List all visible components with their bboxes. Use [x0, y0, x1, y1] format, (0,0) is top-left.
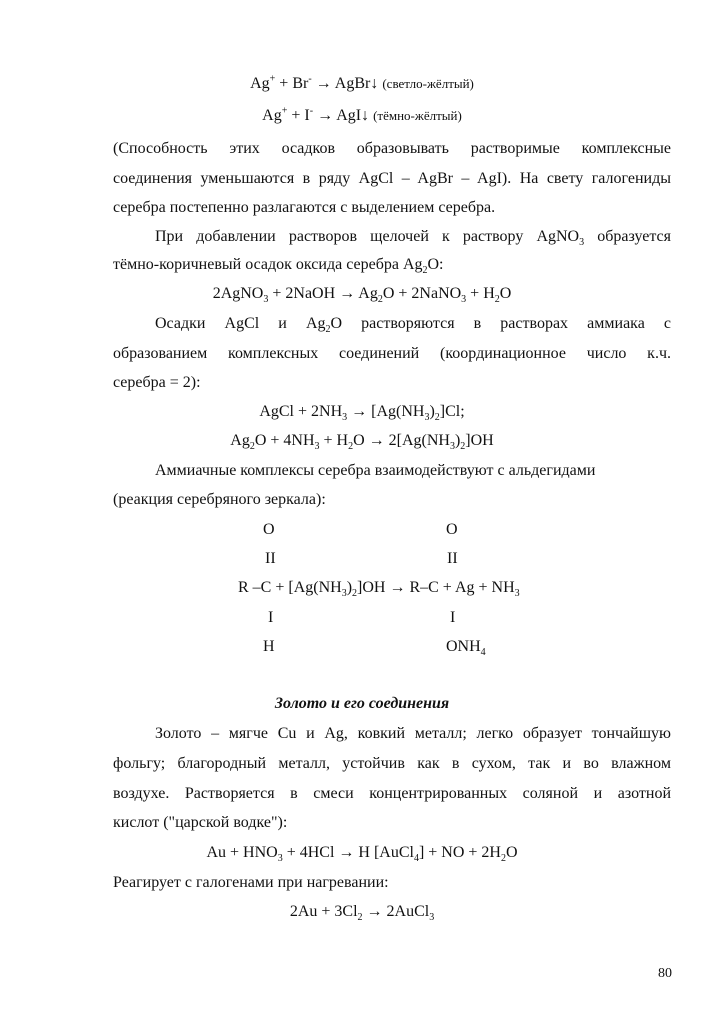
- equation-naoh: 2AgNO$_3$ + 2NaOH → $Ag_2O$ + 2NaNO$_3$ + $H_2O$: [212, 285, 512, 306]
- mirror-single-bond-left: I: [268, 609, 274, 626]
- paragraph-line: соединения уменьшаются в ряду AgCl – AgBr – AgI). На свету галогениды: [113, 170, 671, 187]
- equation-agbr: Ag+ + Br- → AgBr↓ (светло-жёлтый): [250, 73, 474, 92]
- paragraph-line: Осадки AgCl и $Ag_2O$ растворяются в растворах аммиака с: [155, 315, 671, 336]
- equation-aqua-regia: $Au + HNO_3 + 4HCl \to H$ [AuCl$_4$] + NO + $2H_2O$: [206, 844, 518, 865]
- paragraph-line: тёмно-коричневый осадок оксида серебра $Ag_2O$:: [113, 256, 444, 277]
- page-number: 80: [658, 966, 672, 981]
- mirror-main-equation: R $-C + [Ag(NH_3)_2]OH \to R-C + Ag + NH_3$: [238, 579, 520, 600]
- mirror-double-bond-right: II: [447, 550, 458, 567]
- paragraph-line: серебра = 2):: [113, 374, 201, 391]
- mirror-hydrogen: H: [263, 638, 275, 655]
- paragraph-line: образованием комплексных соединений (координационное число к.ч.: [113, 345, 671, 362]
- paragraph-line: (Способность этих осадков образовывать растворимые комплексные: [113, 140, 671, 157]
- paragraph-line: фольгу; благородный металл, устойчив как в сухом, так и во влажном: [113, 755, 671, 772]
- paragraph-line: кислот ("царской водке"):: [113, 814, 288, 831]
- paragraph-line: воздухе. Растворяется в смеси концентрированных соляной и азотной: [113, 785, 671, 802]
- paragraph-line: Аммиачные комплексы серебра взаимодействуют с альдегидами: [155, 462, 596, 479]
- equation-agcl: AgCl + $2NH_3 \to [Ag(NH_3)_2]Cl$;: [259, 403, 465, 424]
- mirror-double-bond-left: II: [265, 550, 276, 567]
- equation-aucl3: $2Au + 3Cl_2$ → 2AuCl$_3$: [289, 903, 435, 924]
- paragraph-line: серебра постепенно разлагаются с выделением серебра.: [113, 199, 496, 216]
- mirror-single-bond-right: I: [450, 609, 456, 626]
- mirror-ammonium: $ONH_4$: [446, 638, 486, 659]
- section-title: Золото и его соединения: [274, 695, 450, 712]
- mirror-oxygen-right: O: [446, 521, 458, 538]
- paragraph-line: При добавлении растворов щелочей к раствору AgNO$_3$ образуется: [155, 228, 671, 249]
- equation-ag2o: $Ag_2O + 4NH_3 + H_2O \to 2[Ag(NH_3)_2]OH$: [230, 432, 494, 453]
- paragraph-line: (реакция серебряного зеркала):: [113, 491, 326, 508]
- paragraph-line: Золото – мягче Cu и Ag, ковкий металл; легко образует тончайшую: [155, 725, 671, 742]
- equation-agi: Ag+ + I- → AgI↓ (тёмно-жёлтый): [262, 105, 462, 124]
- mirror-oxygen-left: O: [263, 521, 275, 538]
- paragraph-line: Реагирует с галогенами при нагревании:: [113, 874, 389, 891]
